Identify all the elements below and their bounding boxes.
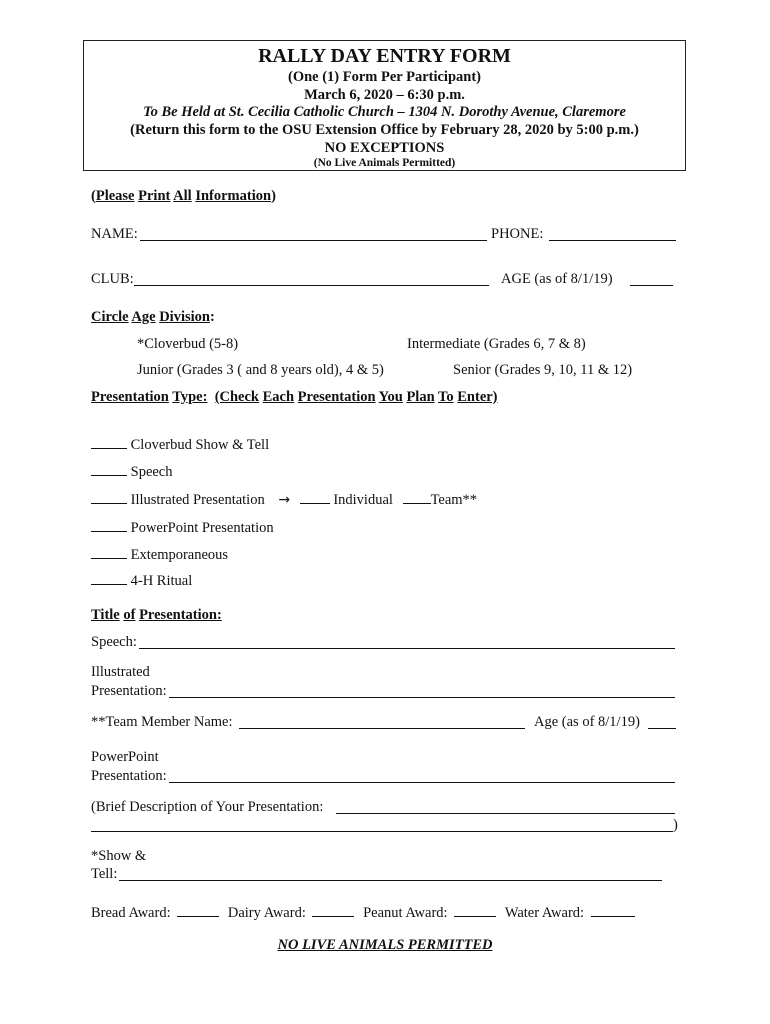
presentation-type-heading: Presentation Type: (Check Each Presentation You Plan To Enter) [91,389,498,405]
club-label: CLUB: [91,271,134,287]
option-powerpoint: PowerPoint Presentation [91,517,274,537]
age-division-heading: Circle Age Division: [91,309,215,325]
peanut-award-field[interactable] [454,902,496,917]
form-title: RALLY DAY ENTRY FORM [258,45,511,67]
division-intermediate[interactable]: Intermediate (Grades 6, 7 & 8) [407,336,586,352]
brief-description-label: (Brief Description of Your Presentation: [91,799,324,815]
name-label: NAME: [91,226,138,242]
phone-label: PHONE: [491,226,544,242]
option-speech: Speech [91,461,173,481]
header-box [83,40,686,171]
phone-field[interactable] [549,240,676,241]
individual-label: Individual [333,492,393,508]
age-field[interactable] [630,285,673,286]
speech-label: Speech: [91,634,137,650]
checkbox-line[interactable] [91,517,127,532]
no-animals-note: (No Live Animals Permitted) [313,157,456,169]
event-date: March 6, 2020 – 6:30 p.m. [304,87,465,103]
team-member-label: **Team Member Name: [91,714,233,730]
team-member-field[interactable] [239,728,525,729]
arrow-right-icon: → [278,492,291,508]
return-deadline: (Return this form to the OSU Extension Office by February 28, 2020 by 5:00 p.m.) [130,122,639,138]
peanut-award-label: Peanut Award: [363,905,448,921]
option-4h-ritual: 4-H Ritual [91,570,192,590]
checkbox-line[interactable] [91,544,127,559]
club-field[interactable] [134,285,489,286]
checkbox-line[interactable] [91,570,127,585]
name-field[interactable] [140,240,487,241]
dairy-award-label: Dairy Award: [227,905,306,921]
powerpoint-label-1: PowerPoint [91,749,159,765]
brief-description-field[interactable] [336,813,675,814]
event-location: To Be Held at St. Cecilia Catholic Church – 1304 N. Dorothy Avenue, Claremore [143,104,626,120]
option-cloverbud-show-tell: Cloverbud Show & Tell [91,434,269,454]
team-label: Team** [430,492,478,508]
option-extemporaneous: Extemporaneous [91,544,228,564]
no-exceptions: NO EXCEPTIONS [324,140,445,156]
title-section-heading: Title of Presentation: [91,607,222,623]
team-checkbox-line[interactable] [403,489,431,504]
brief-close-paren: ) [673,817,678,833]
individual-checkbox-line[interactable] [300,489,330,504]
show-tell-label-1: *Show & [91,848,147,864]
speech-title-field[interactable] [139,648,675,649]
powerpoint-label-2: Presentation: [91,768,167,784]
division-cloverbud[interactable]: *Cloverbud (5-8) [137,336,239,352]
team-age-field[interactable] [648,728,676,729]
division-junior[interactable]: Junior (Grades 3 ( and 8 years old), 4 & 5) [137,362,384,378]
illustrated-label-2: Presentation: [91,683,167,699]
option-illustrated: Illustrated Presentation → Individual Team** [91,489,477,509]
bread-award-label: Bread Award: [91,905,171,921]
awards-row [91,902,635,922]
checkbox-line[interactable] [91,434,127,449]
water-award-field[interactable] [591,902,635,917]
team-age-label: Age (as of 8/1/19) [534,714,640,730]
show-tell-label-2: Tell: [91,866,118,882]
illustrated-title-field[interactable] [169,697,675,698]
checkbox-line[interactable] [91,489,127,504]
division-senior[interactable]: Senior (Grades 9, 10, 11 & 12) [453,362,633,378]
bread-award-field[interactable] [177,902,219,917]
age-label: AGE (as of 8/1/19) [501,271,613,287]
show-tell-field[interactable] [119,880,662,881]
checkbox-line[interactable] [91,461,127,476]
footer-no-animals: NO LIVE ANIMALS PERMITTED [277,937,493,953]
illustrated-label-1: Illustrated [91,664,150,680]
water-award-label: Water Award: [504,905,585,921]
dairy-award-field[interactable] [312,902,354,917]
one-form-note: (One (1) Form Per Participant) [287,69,481,85]
powerpoint-title-field[interactable] [169,782,675,783]
brief-description-field-2[interactable] [91,831,673,832]
print-instructions: (Please Print All Information) [91,188,276,204]
